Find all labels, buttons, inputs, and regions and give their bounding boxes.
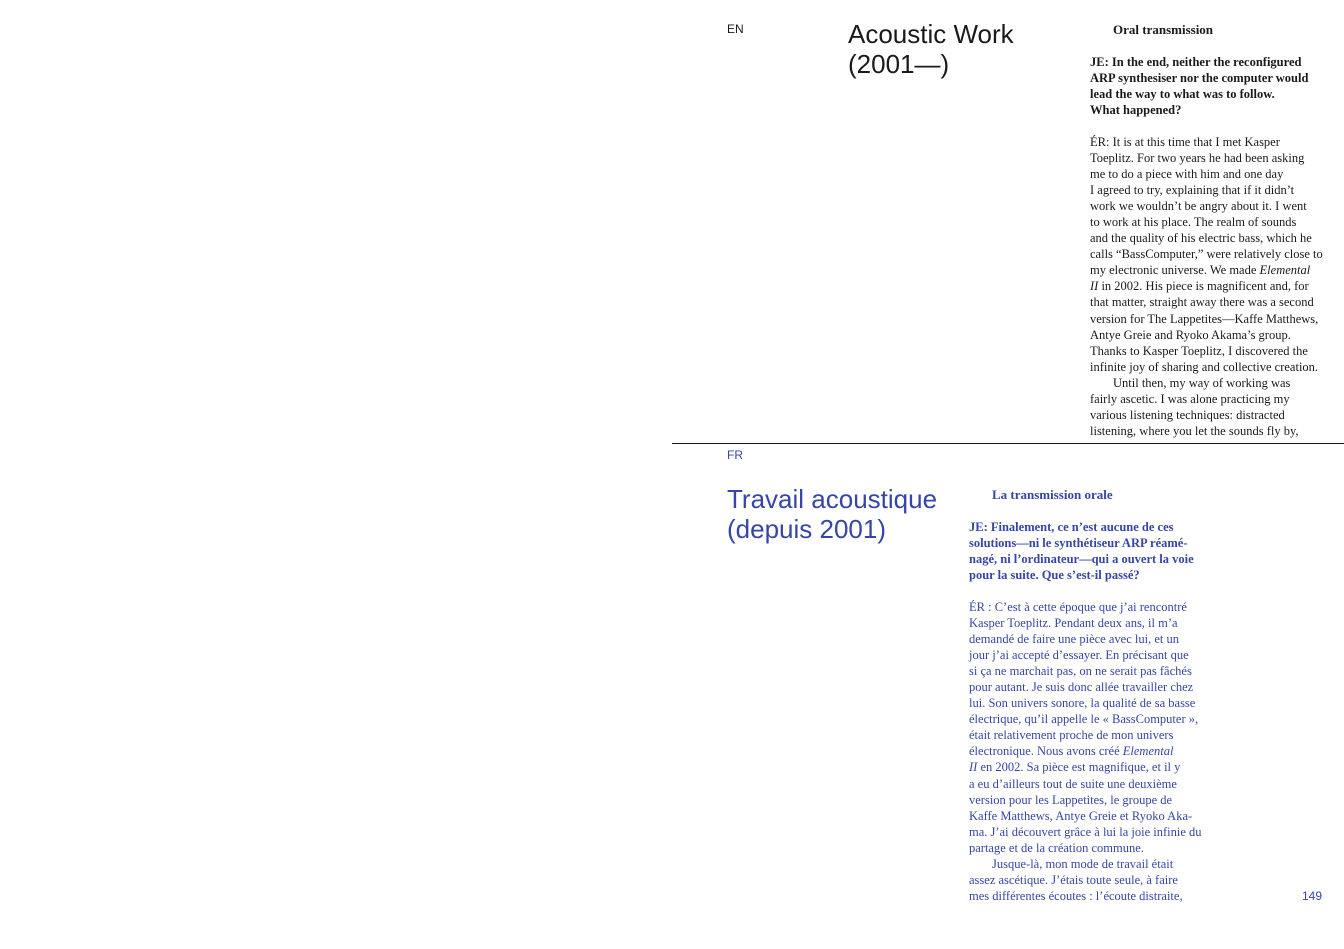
work-title-italic: II <box>1090 279 1099 294</box>
text-line: assez ascétique. J’étais toute seule, à faire <box>969 872 1178 887</box>
text-line: pour la suite. Que s’est-il passé? <box>969 568 1140 582</box>
text-line: demandé de faire une pièce avec lui, et un <box>969 632 1179 647</box>
text-line: ARP synthesiser nor the computer would <box>1090 71 1309 85</box>
text-line: a eu d’ailleurs tout de suite une deuxième <box>969 776 1177 791</box>
section-divider <box>672 443 1344 444</box>
text-segment: my electronic universe. We made <box>1090 263 1257 278</box>
text-line: pour autant. Je suis donc allée travailler chez <box>969 680 1194 695</box>
text-line: Antye Greie and Ryoko Akama’s group. <box>1090 327 1291 342</box>
text-line: me to do a piece with him and one day <box>1090 167 1284 182</box>
text-line: ÉR : C’est à cette époque que j’ai rencontré <box>969 600 1187 614</box>
text-line: that matter, straight away there was a second <box>1090 295 1314 310</box>
text-line: I agreed to try, explaining that if it didn’t <box>1090 183 1295 198</box>
lang-label-fr: FR <box>727 448 743 462</box>
text-line: ÉR: It is at this time that I met Kasper <box>1090 135 1280 149</box>
text-segment: in 2002. His piece is magnificent and, for <box>1101 279 1309 294</box>
text-line: listening, where you let the sounds fly by, <box>1090 423 1299 438</box>
text-line: version for The Lappetites—Kaffe Matthews, <box>1090 311 1319 326</box>
work-title-italic: Elemental <box>1259 263 1311 278</box>
text-line: to work at his place. The realm of sounds <box>1090 215 1297 230</box>
section-heading-fr: La transmission orale <box>992 487 1113 502</box>
text-line <box>1090 262 1323 278</box>
work-title-italic: Elemental <box>1122 744 1174 759</box>
page-title-fr <box>727 484 937 544</box>
text-line: électrique, qu’il appelle le « BassComputer », <box>969 712 1199 727</box>
text-line: various listening techniques: distracted <box>1090 407 1285 422</box>
text-line: lead the way to what was to follow. <box>1090 87 1275 101</box>
title-line: (2001—) <box>848 49 950 79</box>
text-line: What happened? <box>1090 103 1182 117</box>
title-line: (depuis 2001) <box>727 514 886 544</box>
text-line: version pour les Lappetites, le groupe de <box>969 792 1173 807</box>
text-line: partage et de la création commune. <box>969 840 1144 855</box>
text-line: calls “BassComputer,” were relatively close to <box>1090 247 1323 262</box>
text-line: Thanks to Kasper Toeplitz, I discovered the <box>1090 343 1308 358</box>
text-line: si ça ne marchait pas, on ne serait pas fâchés <box>969 664 1192 679</box>
page-title-en <box>848 19 1014 79</box>
interview-answer-en <box>1090 134 1323 439</box>
title-line: Travail acoustique <box>727 484 938 514</box>
text-line: JE: In the end, neither the reconfigured <box>1090 55 1302 69</box>
section-heading-en: Oral transmission <box>1113 22 1214 37</box>
text-line: Toeplitz. For two years he had been asking <box>1090 151 1305 166</box>
text-line: ma. J’ai découvert grâce à lui la joie infinie du <box>969 824 1202 839</box>
text-line: mes différentes écoutes : l’écoute distraite, <box>969 888 1183 903</box>
text-line: Jusque-là, mon mode de travail était <box>992 856 1174 871</box>
interview-question-en <box>1090 54 1308 118</box>
text-line: solutions—ni le synthétiseur ARP réamé- <box>969 536 1188 550</box>
text-line: infinite joy of sharing and collective creation. <box>1090 359 1319 374</box>
title-line: Acoustic Work <box>848 19 1014 49</box>
text-line: nagé, ni l’ordinateur—qui a ouvert la voie <box>969 552 1194 566</box>
text-line: était relativement proche de mon univers <box>969 728 1174 743</box>
text-segment: électronique. Nous avons créé <box>969 744 1120 759</box>
text-line: work we wouldn’t be angry about it. I went <box>1090 199 1307 214</box>
text-segment: en 2002. Sa pièce est magnifique, et il y <box>980 760 1181 775</box>
text-line: Kaffe Matthews, Antye Greie et Ryoko Aka- <box>969 808 1193 823</box>
text-line <box>969 743 1202 759</box>
text-line: jour j’ai accepté d’essayer. En précisant que <box>969 648 1189 663</box>
text-line: lui. Son univers sonore, la qualité de sa basse <box>969 696 1196 711</box>
page-number: 149 <box>1302 889 1323 903</box>
text-line: and the quality of his electric bass, which he <box>1090 231 1312 246</box>
text-line <box>1090 278 1323 294</box>
work-title-italic: II <box>969 760 978 775</box>
text-line: fairly ascetic. I was alone practicing my <box>1090 391 1290 406</box>
interview-answer-fr <box>969 599 1202 904</box>
text-line: Until then, my way of working was <box>1113 375 1291 390</box>
text-line <box>969 759 1202 775</box>
lang-label-en: EN <box>727 22 744 36</box>
text-line: Kasper Toeplitz. Pendant deux ans, il m’a <box>969 616 1178 631</box>
text-line: JE: Finalement, ce n’est aucune de ces <box>969 520 1174 534</box>
interview-question-fr <box>969 519 1194 583</box>
